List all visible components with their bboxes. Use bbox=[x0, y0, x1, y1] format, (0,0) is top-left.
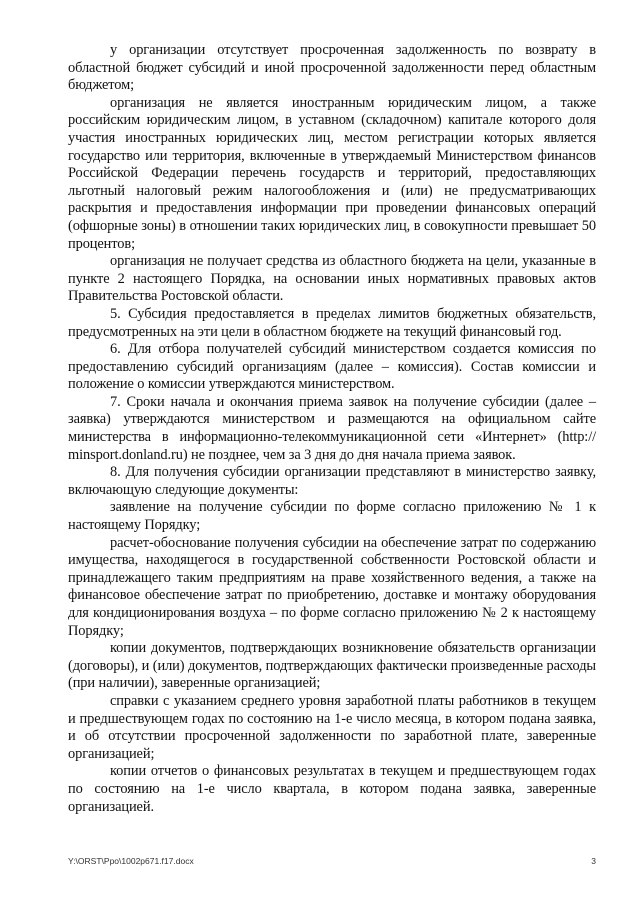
paragraph: 6. Для отбора получателей субсидий министерством создается комиссия по предоставлению субсидий организациям (далее – комиссия). Состав комиссии и положение о комиссии утверждаются министерством. bbox=[68, 341, 596, 393]
footer-file-path: Y:\ORST\Ppo\1002p671.f17.docx bbox=[68, 856, 194, 866]
paragraph: организация не является иностранным юридическим лицом, а также российским юридическим лицом, в уставном (складочном) капитале которого доля участия иностранных юридических лиц, местом регистрации которых является государство или территория, включенные в утверждаемый Министерством финансов Российской Федерации перечень государств и территорий, предоставляющих льготный налоговый режим налогообложения и (или) не предусматривающих раскрытия и предоставления информации при проведении финансовых операций (офшорные зоны) в отношении таких юридических лиц, в совокупности превышает 50 процентов; bbox=[68, 94, 596, 252]
paragraph: 8. Для получения субсидии организации представляют в министерство заявку, включающую следующие документы: bbox=[68, 464, 596, 498]
paragraph: заявление на получение субсидии по форме согласно приложению № 1 к настоящему Порядку; bbox=[68, 499, 596, 534]
paragraph: копии отчетов о финансовых результатах в текущем и предшествующем годах по состоянию на 1-е число квартала, в котором подана заявка, заверенные организацией. bbox=[68, 763, 596, 815]
paragraph: справки с указанием среднего уровня заработной платы работников в текущем и предшествующем годах по состоянию на 1-е число месяца, в котором подана заявка, и об отсутствии просроченной задолженности по заработной плате, заверенные организацией; bbox=[68, 692, 596, 762]
page-number: 3 bbox=[591, 856, 596, 866]
paragraph: 7. Сроки начала и окончания приема заявок на получение субсидии (далее – заявка) утверждаются министерством и размещаются на официальном сайте министерства в информационно-телекоммуникационной сети «Интернет» (http:// minsport.donland.ru) не позднее, чем за 3 дня до дня начала приема заявок. bbox=[68, 393, 596, 463]
paragraph: 5. Субсидия предоставляется в пределах лимитов бюджетных обязательств, предусмотренных на эти цели в областном бюджете на текущий финансовый год. bbox=[68, 305, 596, 340]
page-footer bbox=[68, 856, 596, 866]
paragraph: организация не получает средства из областного бюджета на цели, указанные в пункте 2 настоящего Порядка, на основании иных нормативных правовых актов Правительства Ростовской области. bbox=[68, 253, 596, 305]
paragraph: у организации отсутствует просроченная задолженность по возврату в областной бюджет субсидий и иной просроченной задолженности перед областным бюджетом; bbox=[68, 42, 596, 94]
paragraph: расчет-обоснование получения субсидии на обеспечение затрат по содержанию имущества, находящегося в государственной собственности Ростовской области и принадлежащего таким предприятиям на праве хозяйственного ведения, а также на финансовое обеспечение затрат по приобретению, доставке и монтажу оборудования для кондиционирования воздуха – по форме согласно приложению № 2 к настоящему Порядку; bbox=[68, 534, 596, 639]
paragraph: копии документов, подтверждающих возникновение обязательств организации (договоры), и (или) документов, подтверждающих фактически произведенные расходы (при наличии), заверенные организацией; bbox=[68, 640, 596, 692]
document-body bbox=[68, 42, 596, 816]
